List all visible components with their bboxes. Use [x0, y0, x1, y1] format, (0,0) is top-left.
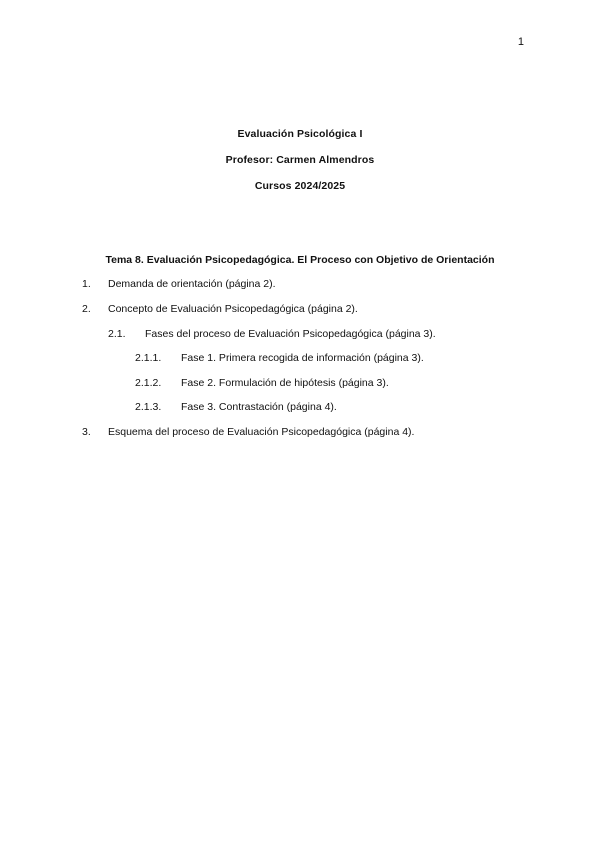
toc-item-number: 2.1.2.	[135, 377, 162, 389]
toc-item-number: 2.1.	[108, 328, 126, 340]
toc-item-text: Concepto de Evaluación Psicopedagógica (página 2).	[108, 303, 358, 315]
toc-item-text: Demanda de orientación (página 2).	[108, 278, 276, 290]
page-number: 1	[517, 36, 524, 48]
toc-item-number: 2.1.1.	[135, 352, 162, 364]
toc-item-text: Fase 1. Primera recogida de información (página 3).	[181, 352, 424, 364]
toc-item-text: Fase 2. Formulación de hipótesis (página 3).	[181, 377, 389, 389]
document-header	[0, 128, 600, 206]
toc-item-number: 2.1.3.	[135, 401, 162, 413]
toc-item-text: Esquema del proceso de Evaluación Psicopedagógica (página 4).	[108, 426, 415, 438]
course-title: Evaluación Psicológica I	[237, 128, 363, 140]
professor-line: Profesor: Carmen Almendros	[225, 154, 375, 166]
toc-item-text: Fases del proceso de Evaluación Psicopedagógica (página 3).	[145, 328, 436, 340]
toc-item-number: 2.	[82, 303, 91, 315]
course-year: Cursos 2024/2025	[254, 180, 346, 192]
toc-item-text: Fase 3. Contrastación (página 4).	[181, 401, 337, 413]
toc-item-number: 3.	[82, 426, 91, 438]
topic-title: Tema 8. Evaluación Psicopedagógica. El Proceso con Objetivo de Orientación	[105, 254, 495, 266]
toc-item-number: 1.	[82, 278, 91, 290]
